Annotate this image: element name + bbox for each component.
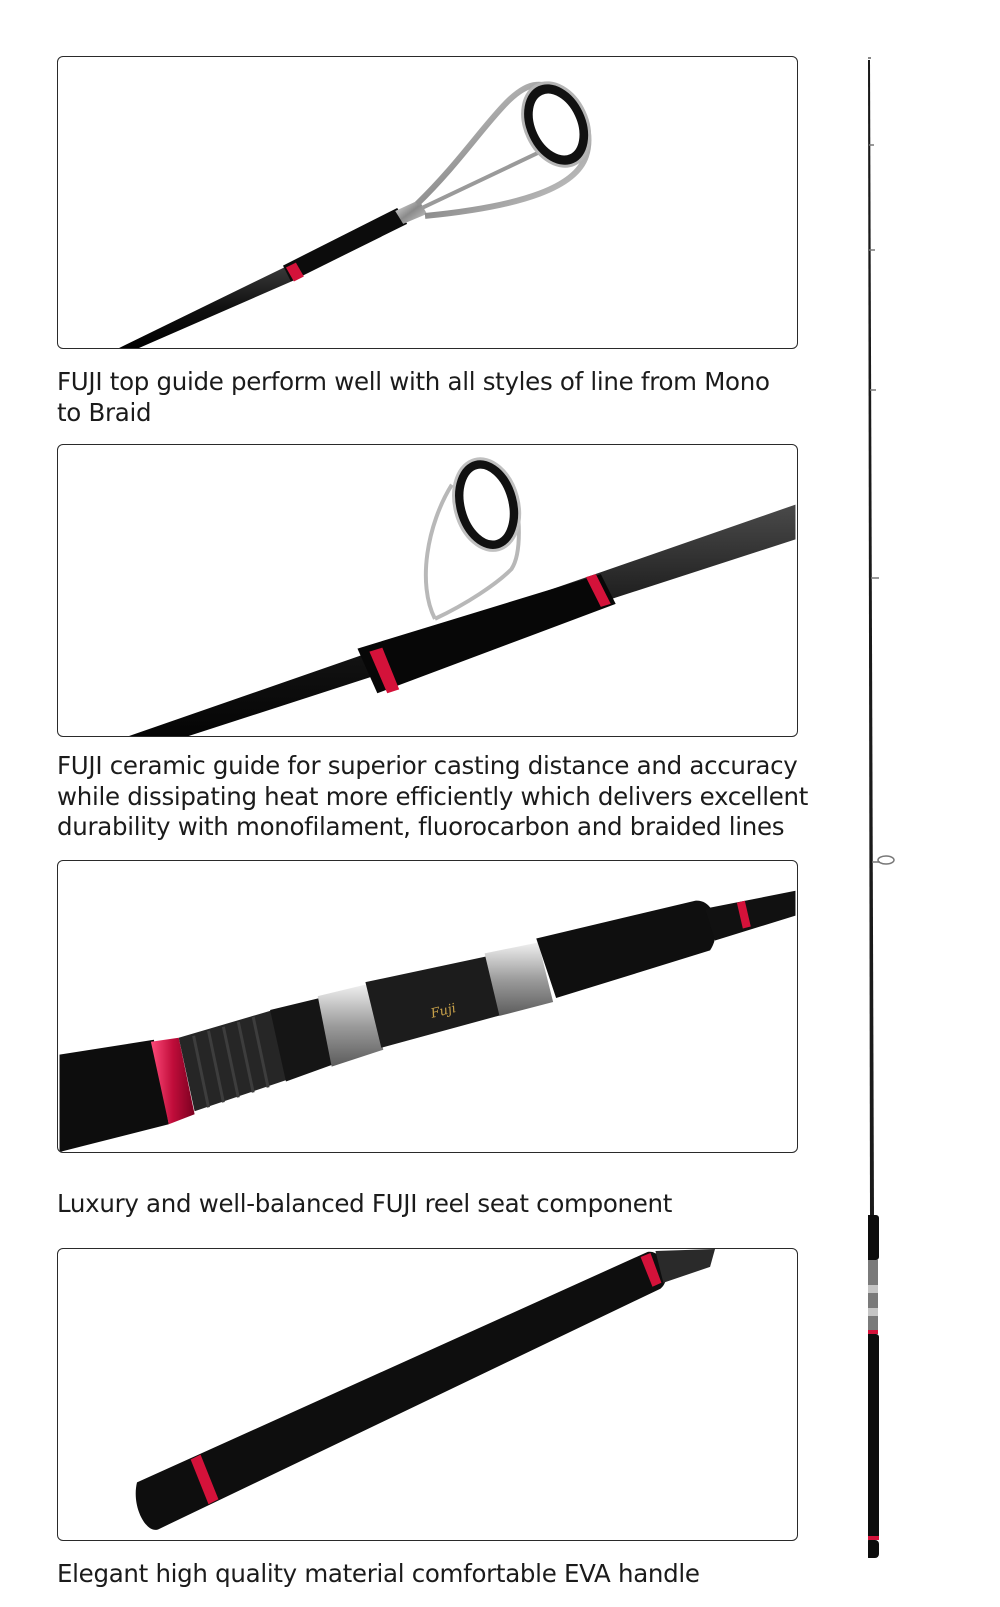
threaded-barrel	[179, 1010, 288, 1111]
fore-grip	[868, 1215, 879, 1260]
reel-seat-illustration	[58, 861, 797, 1152]
reel-seat-hood	[868, 1308, 878, 1316]
eva-handle-illustration	[58, 1249, 797, 1540]
red-trim-band	[868, 1536, 879, 1540]
top-guide-image-panel	[57, 56, 798, 349]
rod-blank	[868, 60, 874, 1220]
guide-frame	[426, 485, 519, 619]
top-guide-caption: FUJI top guide perform well with all styles of line from Mono to Braid	[57, 367, 770, 427]
reel-seat-caption: Luxury and well-balanced FUJI reel seat component	[57, 1189, 673, 1218]
threaded-barrel	[655, 1249, 715, 1283]
reel-seat-hood	[868, 1285, 878, 1293]
eva-grip	[136, 1252, 667, 1530]
fuji-logo: Fuji	[429, 1001, 458, 1022]
red-trim-band	[868, 1330, 878, 1334]
full-rod-image	[868, 40, 928, 1595]
rear-grip	[60, 1040, 169, 1152]
thread-wrap	[357, 574, 615, 693]
eva-handle-image-panel	[57, 1248, 798, 1541]
rear-grip	[868, 1334, 879, 1539]
ceramic-guide-illustration	[58, 445, 797, 736]
reel-seat-body	[365, 956, 501, 1047]
ceramic-guide-image-panel	[57, 444, 798, 737]
reel-seat-image-panel	[57, 860, 798, 1153]
line-guides	[869, 145, 894, 864]
thread-wrap	[283, 208, 407, 281]
top-guide-illustration	[58, 57, 797, 348]
rod-blank	[119, 266, 296, 348]
reel-seat	[868, 1260, 878, 1330]
full-rod-illustration	[868, 40, 928, 1595]
eva-handle-caption: Elegant high quality material comfortable EVA handle	[57, 1559, 700, 1588]
ceramic-guide-caption: FUJI ceramic guide for superior casting distance and accuracy while dissipating heat more efficiently which delivers excellent durability with monofilament, fluorocarbon and braided lines	[57, 751, 809, 841]
rod-blank	[705, 891, 795, 941]
fore-grip	[536, 901, 716, 998]
butt-cap	[868, 1540, 879, 1558]
